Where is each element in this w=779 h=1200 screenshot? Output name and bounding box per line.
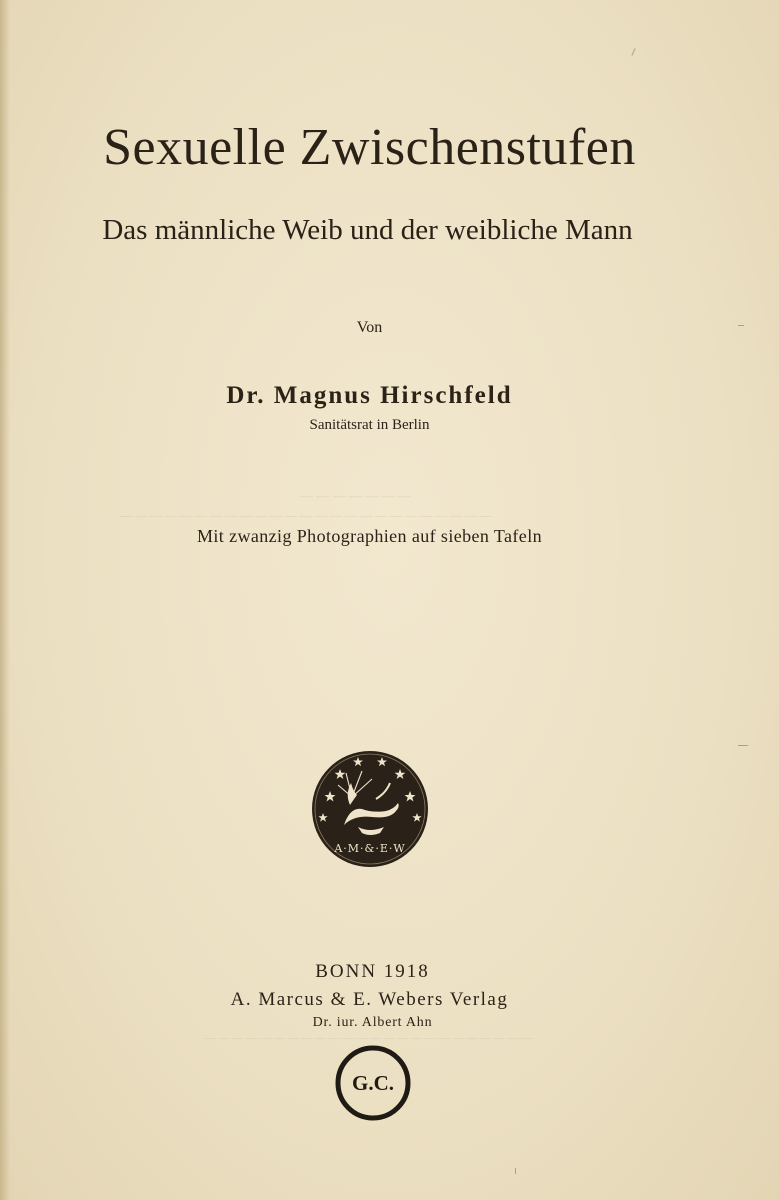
paper-blemish xyxy=(631,48,635,56)
show-through-text: — — — — — — — — — — — — — — — — — — — — — — — — xyxy=(205,1032,533,1044)
publisher-owner: Dr. iur. Albert Ahn xyxy=(312,1015,433,1030)
author-title: Sanitätsrat in Berlin xyxy=(309,417,430,433)
show-through-text: — — — — — — — — — — — — — — — — — — — — — — — — — xyxy=(120,508,492,522)
paper-blemish xyxy=(515,1168,516,1174)
author-name: Dr. Magnus Hirschfeld xyxy=(226,382,513,409)
place-and-year: BONN 1918 xyxy=(315,961,430,982)
stamp-initials: G.C. xyxy=(352,1071,394,1095)
paper-blemish xyxy=(738,745,748,746)
book-subtitle: Das männliche Weib und der weibliche Mann xyxy=(102,214,633,246)
illustrations-note: Mit zwanzig Photographien auf sieben Tafeln xyxy=(196,526,542,546)
publisher-name: A. Marcus & E. Webers Verlag xyxy=(230,989,509,1010)
book-title: Sexuelle Zwischenstufen xyxy=(103,119,636,176)
by-line: Von xyxy=(356,319,383,336)
library-stamp-icon xyxy=(334,1044,412,1122)
paper-blemish xyxy=(738,325,744,326)
lamp-emblem-icon xyxy=(310,749,430,869)
show-through-text: — — — — — — — xyxy=(300,488,411,503)
emblem-lettering: A·M·&·E·W xyxy=(334,842,406,855)
